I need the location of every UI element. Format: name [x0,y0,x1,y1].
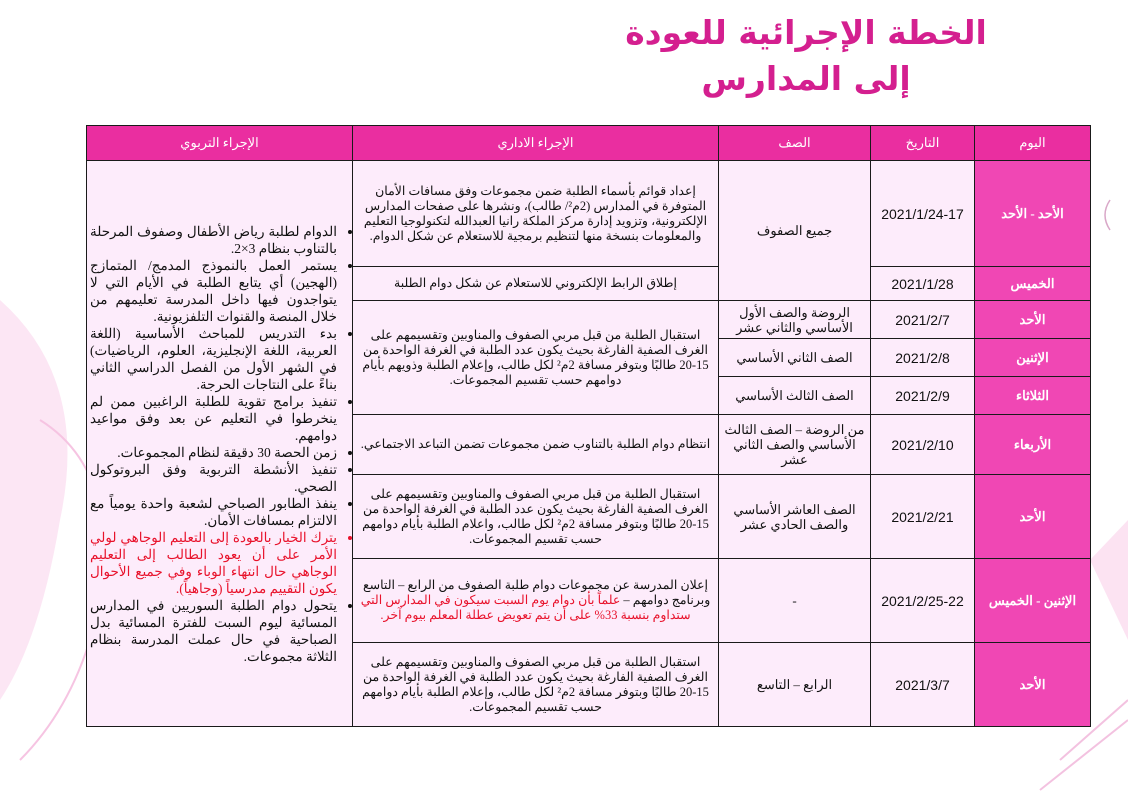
admin-cell [353,559,719,643]
grade-cell: الروضة والصف الأول الأساسي والثاني عشر [719,301,871,339]
admin-cell: استقبال الطلبة من قبل مربي الصفوف والمناوبين وتقسيمهم على الغرف الصفية الفارغة بحيث يكون عدد الطلبة في الغرفة الواحدة من 15-20 طالبًا وبتوفر مسافة 2م² لكل طالب، واعلام الطلبة بأيام دوامهم حسب تقسيم المجموعات. [353,475,719,559]
header-grade: الصف [719,126,871,161]
admin-note-red: علماً بأن دوام يوم السبت سيكون في المدارس التي ستداوم بنسبة 33% على أن يتم تعويض عطلة المعلم بيوم آخر. [360,593,691,622]
grade-cell: الرابع – التاسع [719,643,871,727]
list-item: • ينفذ الطابور الصباحي لشعبة واحدة يومياً مع الالتزام بمسافات الأمان. [90,495,337,529]
list-item: • بدء التدريس للمباحث الأساسية (اللغة العربية، اللغة الإنجليزية، العلوم، الرياضيات) في الشهر الأول من الفصل الدراسي الثاني بناءً على النتاجات الحرجة. [90,325,337,393]
day-cell: الأحد [975,301,1091,339]
date-cell: 2021/2/10 [871,415,975,475]
header-day: اليوم [975,126,1091,161]
date-cell: 2021/2/9 [871,377,975,415]
edu-list [90,223,349,665]
grade-cell: الصف العاشر الأساسي والصف الحادي عشر [719,475,871,559]
date-cell: 2021/1/28 [871,267,975,301]
day-cell: الخميس [975,267,1091,301]
header-edu: الإجراء التربوي [87,126,353,161]
admin-cell: إطلاق الرابط الإلكتروني للاستعلام عن شكل دوام الطلبة [353,267,719,301]
day-cell: الإثنين [975,339,1091,377]
day-cell: الثلاثاء [975,377,1091,415]
admin-cell: إعداد قوائم بأسماء الطلبة ضمن مجموعات وفق مسافات الأمان المتوفرة في المدارس (2م²/ طالب)، ونشرها على صفحات المدارس الإلكترونية، وتزويد إدارة مركز الملكة رانيا العبدالله لتكنولوجيا التعليم والمعلومات بنسخة منها لتنظيم برمجية للاستعلام عن شكل الدوام. [353,161,719,267]
date-cell: 2021/2/25-22 [871,559,975,643]
list-item: • زمن الحصة 30 دقيقة لنظام المجموعات. [90,444,337,461]
grade-cell: الصف الثالث الأساسي [719,377,871,415]
grade-cell: الصف الثاني الأساسي [719,339,871,377]
page-title [596,10,1016,102]
admin-cell: استقبال الطلبة من قبل مربي الصفوف والمناوبين وتقسيمهم على الغرف الصفية الفارغة بحيث يكون عدد الطلبة في الغرفة الواحدة من 15-20 طالبًا وبتوفر مسافة 2م² لكل طالب، وإعلام الطلبة وذويهم بأيام دوامهم حسب تقسيم المجموعات. [353,301,719,415]
admin-text: إعلان المدرسة عن مجموعات دوام طلبة الصفوف من الرابع – التاسع وبرنامج دوامهم – [362,578,711,607]
date-cell: 2021/2/8 [871,339,975,377]
title-line-1: الخطة الإجرائية للعودة [625,13,987,52]
header-date: التاريخ [871,126,975,161]
grade-cell: - [719,559,871,643]
list-item: • الدوام لطلبة رياض الأطفال وصفوف المرحلة بالتناوب بنظام 3×2. [90,223,337,257]
day-cell: الأحد - الأحد [975,161,1091,267]
title-line-2: إلى المدارس [701,59,911,98]
admin-cell: انتظام دوام الطلبة بالتناوب ضمن مجموعات تضمن التباعد الاجتماعي. [353,415,719,475]
list-item: • تنفيذ برامج تقوية للطلبة الراغبين ممن لم ينخرطوا في التعليم عن بعد وفق مواعيد دوامهم. [90,393,337,444]
day-cell: الإثنين - الخميس [975,559,1091,643]
table-row [87,161,1091,267]
day-cell: الأحد [975,643,1091,727]
list-item: • تنفيذ الأنشطة التربوية وفق البروتوكول الصحي. [90,461,337,495]
grade-cell: من الروضة – الصف الثالث الأساسي والصف الثاني عشر [719,415,871,475]
list-item: • يستمر العمل بالنموذج المدمج/ المتمازج (الهجين) أي يتابع الطلبة في الأيام التي لا يتواجدون فيها داخل المدرسة تعليمهم من خلال المنصة والقنوات التلفزيونية. [90,257,337,325]
list-item-highlight: • يترك الخيار بالعودة إلى التعليم الوجاهي لولي الأمر على أن يعود الطالب إلى التعليم الوجاهي حال انتهاء الوباء وفي جميع الأحوال يكون التقييم مدرسياً (وجاهياً). [90,529,337,597]
date-cell: 2021/2/7 [871,301,975,339]
plan-table [86,125,1091,727]
date-cell: 2021/1/24-17 [871,161,975,267]
day-cell: الأحد [975,475,1091,559]
edu-cell [87,161,353,727]
header-admin: الإجراء الاداري [353,126,719,161]
day-cell: الأربعاء [975,415,1091,475]
date-cell: 2021/2/21 [871,475,975,559]
list-item: • يتحول دوام الطلبة السوريين في المدارس المسائية ليوم السبت للفترة المسائية بدل الصباحية في حال عملت المدرسة بنظام الثلاثة مجموعات. [90,597,337,665]
grade-cell: جميع الصفوف [719,161,871,301]
date-cell: 2021/3/7 [871,643,975,727]
table-header-row [87,126,1091,161]
admin-cell: استقبال الطلبة من قبل مربي الصفوف والمناوبين وتقسيمهم على الغرف الصفية الفارغة بحيث يكون عدد الطلبة في الغرفة الواحدة من 15-20 طالبًا وبتوفر مسافة 2م² لكل طالب، وإعلام الطلبة بأيام دوامهم حسب تقسيم المجموعات. [353,643,719,727]
